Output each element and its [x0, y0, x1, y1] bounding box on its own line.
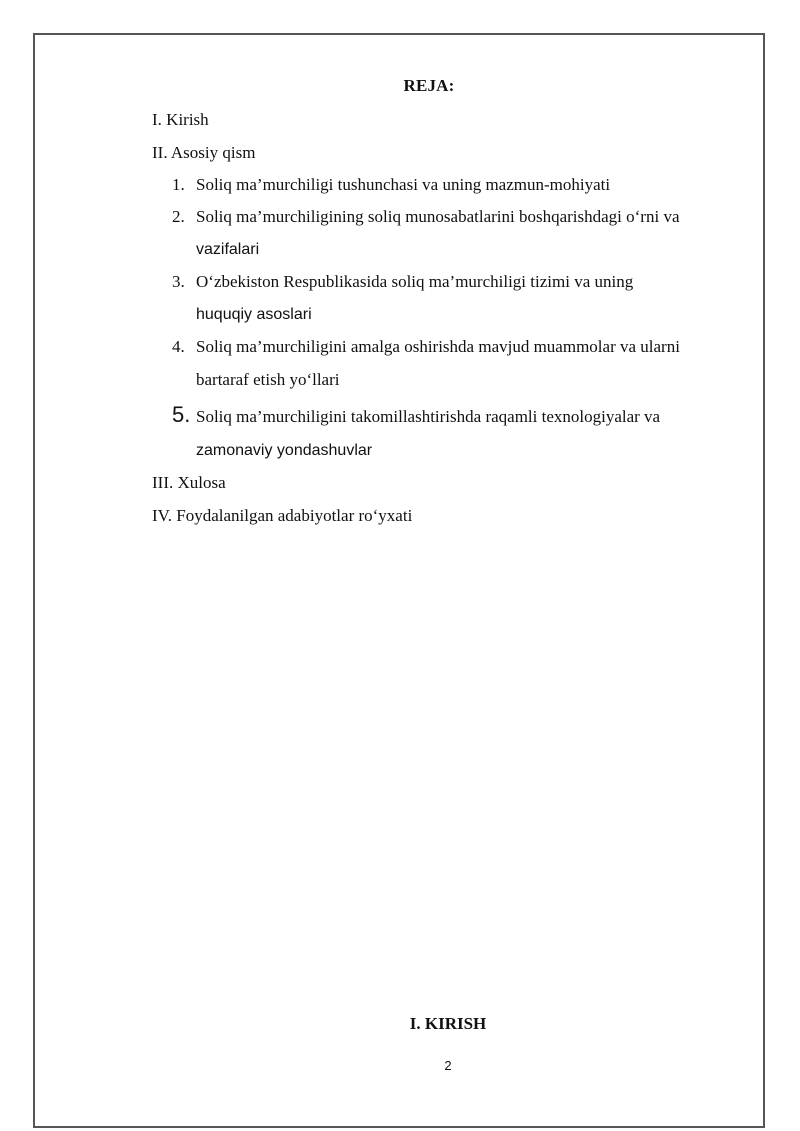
section-main-part: II. Asosiy qism [152, 143, 256, 162]
section-heading-introduction: I. KIRISH [409, 1014, 487, 1033]
list-item-number: 1. [172, 175, 185, 194]
list-item-text: Soliq ma’murchiligini takomillashtirishda raqamli texnologiyalar va [196, 407, 661, 426]
section-introduction: I. Kirish [152, 110, 209, 129]
list-item-number: 3. [172, 272, 185, 291]
section-conclusion: III. Xulosa [152, 473, 226, 492]
page-border [33, 33, 765, 1128]
list-item-text: Soliq ma’murchiligi tushunchasi va uning mazmun-mohiyati [196, 175, 611, 194]
list-item-number: 4. [172, 337, 185, 356]
page-number: 2 [444, 1058, 452, 1073]
list-item-text-continued: huquqiy asoslari [196, 306, 312, 323]
list-item-number: 5. [172, 402, 191, 427]
list-item-text-continued: bartaraf etish yo‘llari [196, 370, 340, 389]
list-item-text: Soliq ma’murchiligini amalga oshirishda mavjud muammolar va ularni [196, 337, 680, 356]
section-references: IV. Foydalanilgan adabiyotlar ro‘yxati [152, 506, 413, 525]
list-item-text-continued: vazifalari [196, 241, 260, 258]
list-item-text: Soliq ma’murchiligining soliq munosabatlarini boshqarishdagi o‘rni va [196, 207, 680, 226]
list-item-text: O‘zbekiston Respublikasida soliq ma’murchiligi tizimi va uning [196, 272, 634, 291]
list-item-number: 2. [172, 207, 185, 226]
list-item-text-continued: zamonaviy yondashuvlar [196, 442, 373, 459]
plan-title: REJA: [403, 76, 455, 95]
